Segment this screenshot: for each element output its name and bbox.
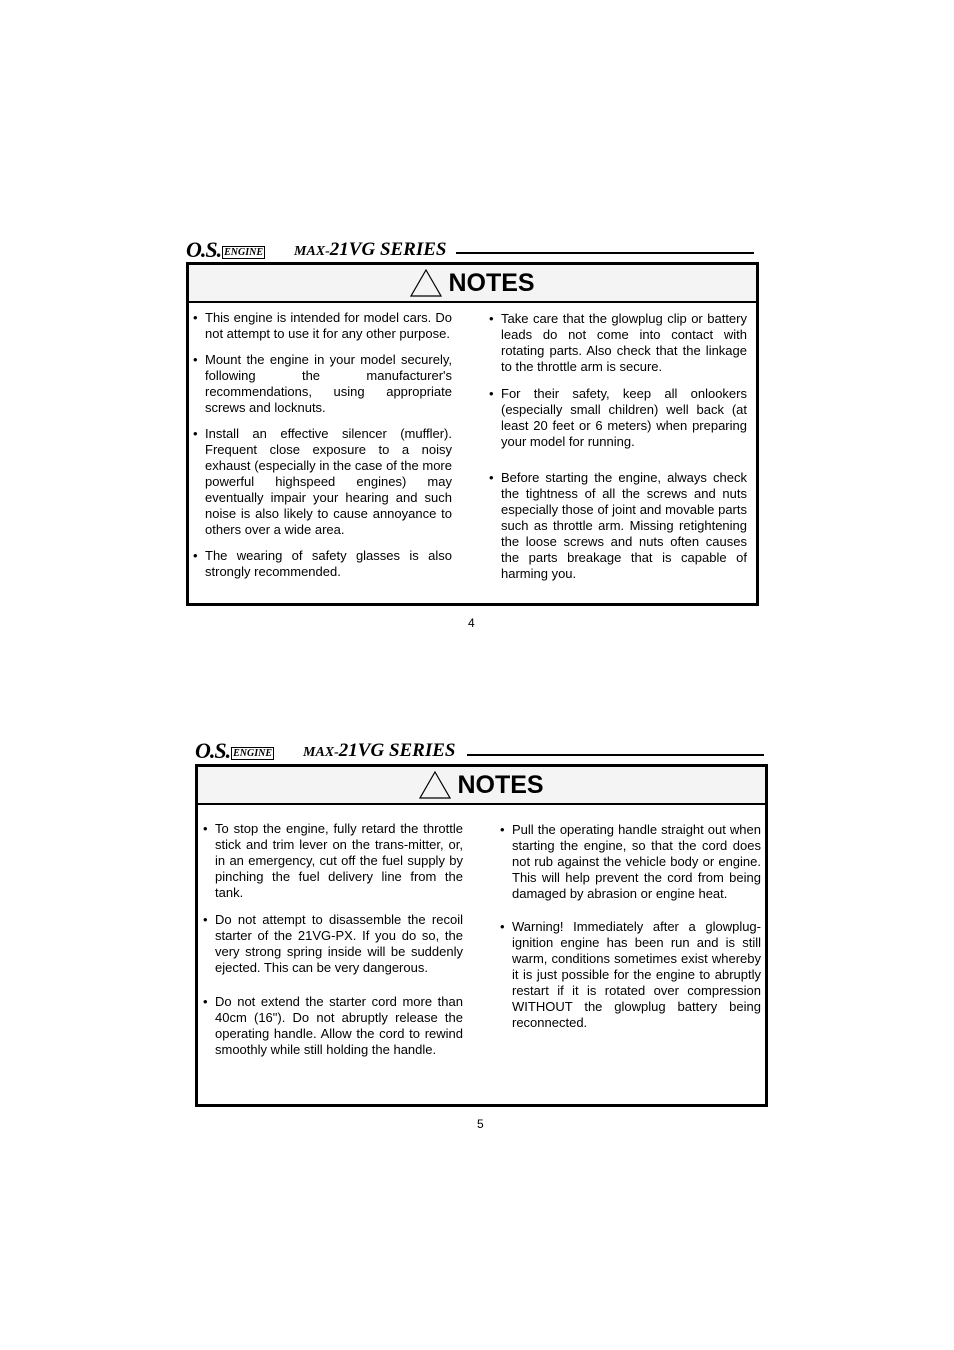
os-engine-logo: O.S. ENGINE (186, 237, 264, 262)
list-item: • Do not extend the starter cord more than 40cm (16"). Do not abruptly release the operating handle. Allow the cord to rewind smoothly while still holding the handle. (203, 994, 463, 1057)
list-item: • This engine is intended for model cars. Do not attempt to use it for any other purpose. (193, 310, 452, 341)
page-header (186, 238, 756, 264)
list-item: • Warning! Immediately after a glowplug-ignition engine has been run and is still warm, conditions sometimes exist whereby it is just possible for the engine to abruptly restart if it is rotated over compression WITHOUT the glowplug battery being reconnected. (500, 919, 761, 1030)
notes-right-column (489, 311, 747, 582)
list-item: • Mount the engine in your model securely, following the manufacturer's recommendations, using appropriate screws and locknuts. (193, 352, 452, 415)
list-item: • For their safety, keep all onlookers (especially small children) well back (at least 20 feet or 6 meters) when preparing your model for running. (489, 386, 747, 449)
notes-title-bar (198, 767, 765, 805)
bullet-icon: • (203, 912, 208, 927)
page-header (195, 739, 765, 765)
header-rule (467, 754, 764, 756)
list-item: • Before starting the engine, always check the tightness of all the screws and nuts especially those of joint and movable parts such as throttle arm. Missing retightening the loose screws and nuts often causes the parts breakage that is capable of harming you. (489, 470, 747, 581)
bullet-icon: • (193, 352, 198, 367)
bullet-icon: • (193, 310, 198, 325)
series-title: MAX-21VG SERIES (294, 239, 447, 260)
list-item: • The wearing of safety glasses is also strongly recommended. (193, 548, 452, 579)
bullet-icon: • (500, 822, 505, 837)
list-item: • To stop the engine, fully retard the throttle stick and trim lever on the trans-mitter, or, in an emergency, cut off the fuel supply by pinching the fuel delivery line from the tank. (203, 821, 463, 900)
series-title: MAX-21VG SERIES (303, 740, 456, 761)
header-rule (456, 252, 754, 254)
list-item: • Pull the operating handle straight out when starting the engine, so that the cord does not rub against the vehicle body or engine. This will help prevent the cord from being damaged by abrasion or engine heat. (500, 822, 761, 901)
bullet-icon: • (489, 386, 494, 401)
bullet-icon: • (500, 919, 505, 934)
warning-triangle-icon (419, 771, 451, 799)
notes-right-column (500, 822, 761, 1031)
list-item: • Install an effective silencer (muffler). Frequent close exposure to a noisy exhaust (especially in the case of the more powerful highspeed engines) may eventually impair your hearing and such noise is also likely to cause annoyance to others over a wide area. (193, 426, 452, 537)
notes-left-column (203, 821, 463, 1058)
notes-title: NOTES (448, 269, 535, 297)
notes-box (195, 764, 768, 1107)
page-number: 5 (477, 1117, 484, 1131)
bullet-icon: • (489, 470, 494, 485)
notes-left-column (193, 310, 452, 580)
list-item: • Do not attempt to disassemble the recoil starter of the 21VG-PX. If you do so, the very strong spring inside will be suddenly ejected. This can be very dangerous. (203, 912, 463, 975)
list-item: • Take care that the glowplug clip or battery leads do not come into contact with rotating parts. Also check that the linkage to the throttle arm is secure. (489, 311, 747, 374)
bullet-icon: • (193, 548, 198, 563)
bullet-icon: • (489, 311, 494, 326)
notes-title-bar (189, 265, 756, 303)
warning-triangle-icon (410, 269, 442, 297)
page-number: 4 (468, 616, 475, 630)
bullet-icon: • (203, 994, 208, 1009)
bullet-icon: • (193, 426, 198, 441)
notes-box (186, 262, 759, 606)
notes-title: NOTES (457, 771, 544, 799)
os-engine-logo: O.S. ENGINE (195, 738, 273, 763)
bullet-icon: • (203, 821, 208, 836)
